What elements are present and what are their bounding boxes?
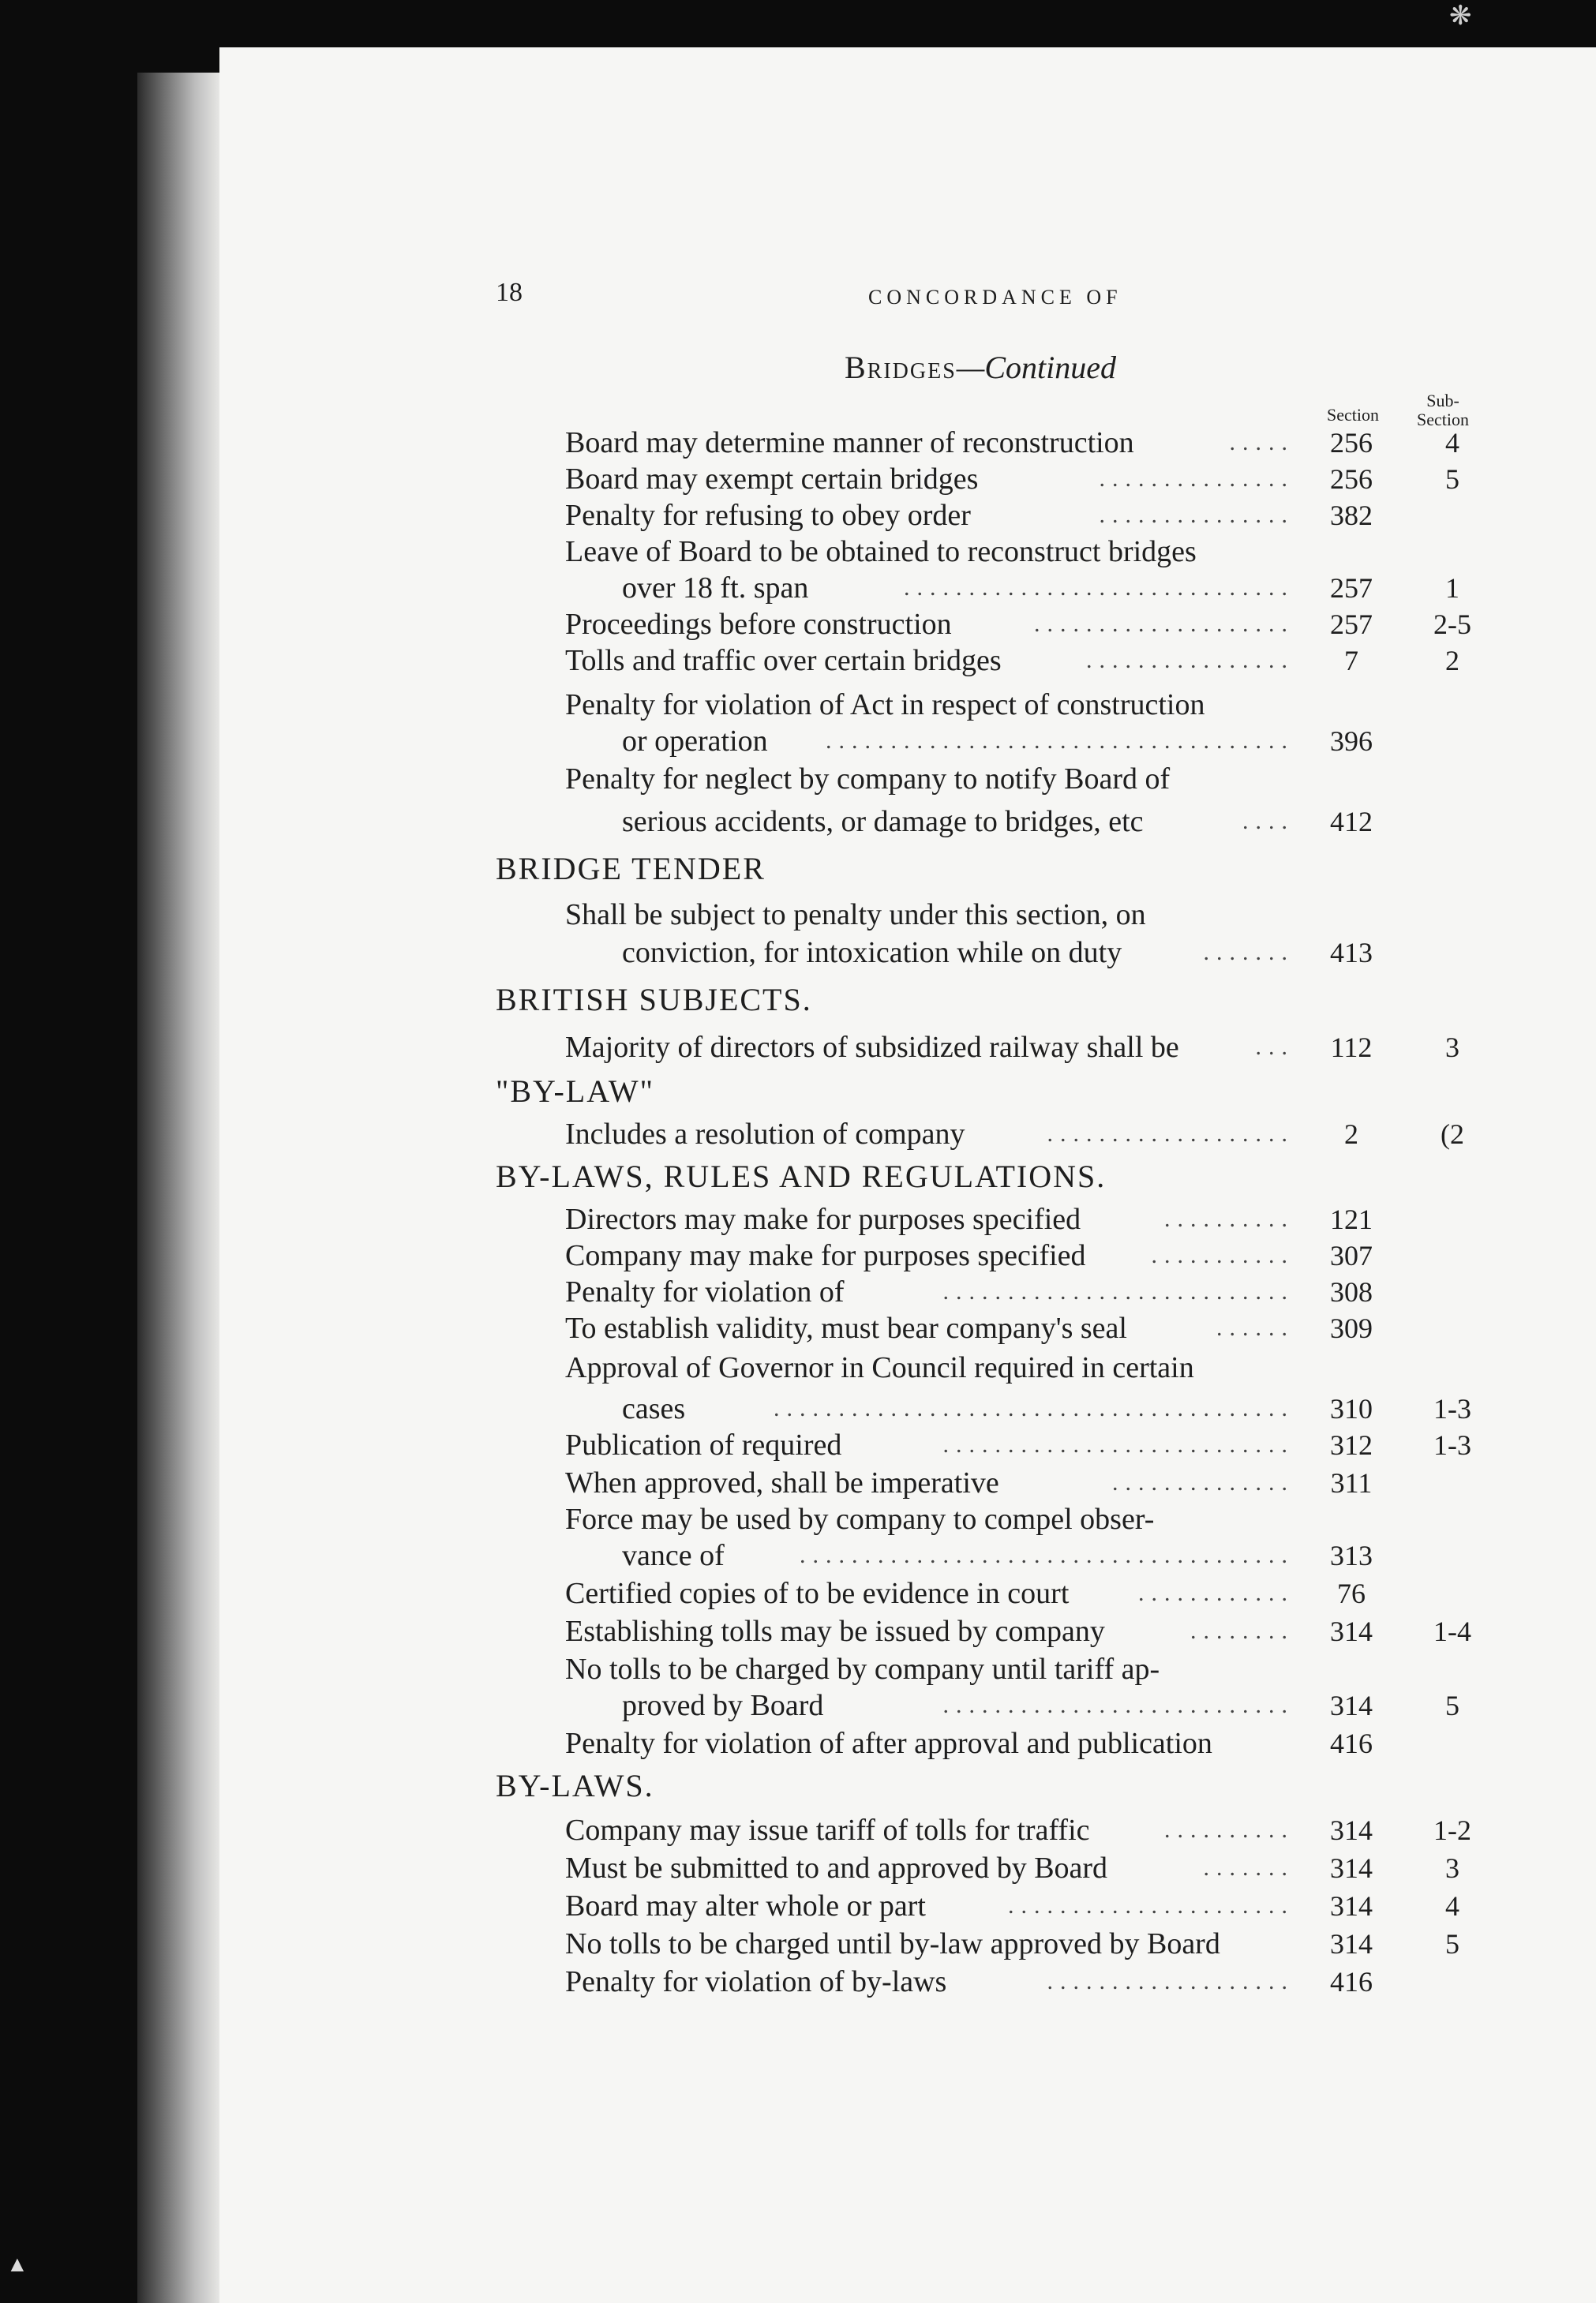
index-entry-continuation: vance of ......................................: [622, 1539, 1294, 1572]
index-entry-continuation: conviction, for intoxication while on duty .......: [622, 936, 1294, 969]
scan-edge-mark: ▲: [6, 2252, 28, 2277]
index-entry: Penalty for violation of Act in respect of construction: [565, 688, 1205, 721]
entry-subsection: 1-2: [1433, 1814, 1471, 1846]
index-entry: Company may make for purposes specified ...........: [565, 1239, 1294, 1272]
index-entry: No tolls to be charged by company until tariff ap-: [565, 1653, 1160, 1686]
entry-section: 121: [1330, 1204, 1373, 1235]
index-entry: Approval of Governor in Council required in certain: [565, 1351, 1194, 1384]
entry-section: 314: [1330, 1690, 1373, 1721]
entry-section: 314: [1330, 1616, 1373, 1647]
entry-section: 257: [1330, 609, 1373, 640]
entry-subsection: 3: [1445, 1852, 1459, 1884]
page-number: 18: [496, 278, 523, 307]
subhead-continued: —Continued: [956, 350, 1117, 385]
index-entry: No tolls to be charged until by-law approved by Board: [565, 1927, 1220, 1960]
running-head: CONCORDANCE OF: [868, 286, 1122, 309]
entry-section: 311: [1330, 1467, 1373, 1499]
index-entry-continuation: serious accidents, or damage to bridges, etc ....: [622, 805, 1294, 838]
entry-section: 412: [1330, 806, 1373, 837]
index-entry: Majority of directors of subsidized railway shall be ...: [565, 1031, 1294, 1064]
index-entry: Force may be used by company to compel obser-: [565, 1503, 1155, 1536]
column-header-section: Section: [1327, 405, 1379, 425]
index-entry: Penalty for violation of ...........................: [565, 1275, 1294, 1309]
entry-section: 112: [1330, 1032, 1373, 1063]
index-entry-continuation: or operation ....................................: [622, 725, 1294, 758]
index-entry: Penalty for neglect by company to notify Board of: [565, 762, 1171, 796]
entry-subsection: (2: [1441, 1118, 1464, 1150]
entry-subsection: 5: [1445, 463, 1459, 495]
entry-section: 416: [1330, 1966, 1373, 1998]
index-entry: Penalty for violation of by-laws ...................: [565, 1965, 1294, 1998]
index-entry: Board may determine manner of reconstruction .....: [565, 426, 1294, 459]
index-entry: Shall be subject to penalty under this section, on: [565, 898, 1146, 931]
entry-subsection: 4: [1445, 1890, 1459, 1922]
index-entry: Penalty for violation of after approval and publication: [565, 1727, 1212, 1760]
entry-section: 396: [1330, 725, 1373, 757]
column-header-subsection: Sub- Section: [1417, 391, 1469, 429]
index-entry: Must be submitted to and approved by Board .......: [565, 1852, 1294, 1885]
entry-section: 314: [1330, 1928, 1373, 1960]
index-entry: Establishing tolls may be issued by company ........: [565, 1615, 1294, 1648]
entry-section: 416: [1330, 1728, 1373, 1759]
index-entry: Includes a resolution of company ...................: [565, 1118, 1294, 1151]
index-entry-continuation: over 18 ft. span ..............................: [622, 571, 1294, 605]
index-heading: BRITISH SUBJECTS.: [496, 982, 812, 1017]
entry-section: 76: [1337, 1578, 1366, 1609]
entry-subsection: 5: [1445, 1928, 1459, 1960]
index-heading: BRIDGE TENDER: [496, 851, 766, 886]
entry-subsection: 3: [1445, 1032, 1459, 1063]
index-entry: Certified copies of to be evidence in court ............: [565, 1577, 1294, 1610]
entry-section: 312: [1330, 1429, 1373, 1461]
entry-subsection: 5: [1445, 1690, 1459, 1721]
entry-section: 310: [1330, 1393, 1373, 1425]
index-entry: Tolls and traffic over certain bridges ................: [565, 644, 1294, 677]
index-entry: Directors may make for purposes specified ..........: [565, 1203, 1294, 1236]
entry-section: 257: [1330, 572, 1373, 604]
scan-artifact-mark: ❋: [1449, 2, 1472, 31]
subhead-topic: Bridges: [845, 350, 957, 385]
entry-section: 7: [1344, 645, 1358, 676]
entry-section: 413: [1330, 937, 1373, 968]
entry-subsection: 4: [1445, 427, 1459, 459]
index-heading: BY-LAWS, RULES AND REGULATIONS.: [496, 1159, 1107, 1194]
index-entry: Board may exempt certain bridges ...............: [565, 462, 1294, 496]
entry-subsection: 1-4: [1433, 1616, 1471, 1647]
book-binding-edge: [137, 73, 219, 2303]
entry-section: 314: [1330, 1852, 1373, 1884]
entry-section: 314: [1330, 1890, 1373, 1922]
index-entry: Board may alter whole or part ......................: [565, 1889, 1294, 1923]
index-heading: "BY-LAW": [496, 1073, 654, 1109]
entry-section: 2: [1344, 1118, 1358, 1150]
entry-section: 314: [1330, 1814, 1373, 1846]
index-entry: Proceedings before construction ....................: [565, 608, 1294, 641]
entry-subsection: 2-5: [1433, 609, 1471, 640]
index-entry: Publication of required ...........................: [565, 1429, 1294, 1462]
entry-section: 382: [1330, 500, 1373, 531]
section-subhead: [845, 349, 1116, 386]
entry-section: 309: [1330, 1313, 1373, 1344]
entry-subsection: 2: [1445, 645, 1459, 676]
index-entry: Leave of Board to be obtained to reconstruct bridges: [565, 535, 1197, 568]
index-entry: Company may issue tariff of tolls for traffic ..........: [565, 1814, 1294, 1847]
entry-section: 256: [1330, 427, 1373, 459]
entry-subsection: 1: [1445, 572, 1459, 604]
index-entry: Penalty for refusing to obey order ...............: [565, 499, 1294, 532]
entry-section: 307: [1330, 1240, 1373, 1271]
index-entry-continuation: proved by Board ...........................: [622, 1689, 1294, 1722]
index-entry-continuation: cases ........................................: [622, 1392, 1294, 1425]
entry-section: 308: [1330, 1276, 1373, 1308]
entry-section: 313: [1330, 1540, 1373, 1571]
entry-section: 256: [1330, 463, 1373, 495]
entry-subsection: 1-3: [1433, 1429, 1471, 1461]
index-heading: BY-LAWS.: [496, 1768, 654, 1803]
entry-subsection: 1-3: [1433, 1393, 1471, 1425]
index-entry: When approved, shall be imperative ..............: [565, 1466, 1294, 1500]
index-entry: To establish validity, must bear company's seal ......: [565, 1312, 1294, 1345]
